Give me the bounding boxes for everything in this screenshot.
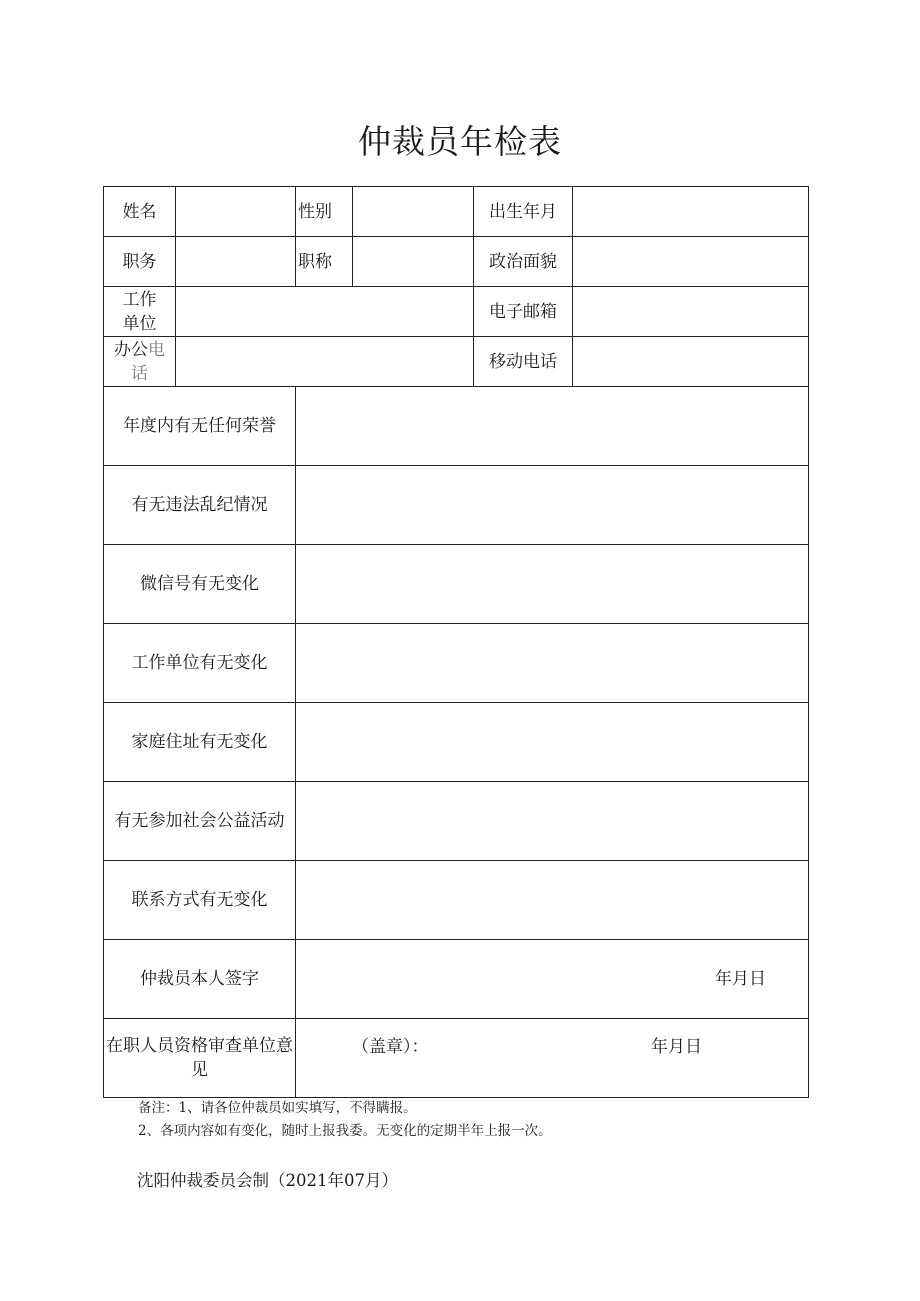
- birth-field[interactable]: [573, 187, 809, 237]
- workplace-change-field[interactable]: [296, 624, 809, 703]
- name-field[interactable]: [176, 187, 296, 237]
- email-field[interactable]: [573, 287, 809, 337]
- form-row-charity: [104, 782, 809, 861]
- note-line-2: 2、各项内容如有变化，随时上报我委。无变化的定期半年上报一次。: [138, 1123, 552, 1139]
- address-change-field[interactable]: [296, 703, 809, 782]
- note-line-1: 备注：1、请各位仲裁员如实填写，不得瞒报。: [138, 1100, 417, 1116]
- signature-label: 仲裁员本人签字: [104, 940, 296, 1019]
- wechat-change-label: 微信号有无变化: [104, 545, 296, 624]
- contact-change-field[interactable]: [296, 861, 809, 940]
- address-change-label: 家庭住址有无变化: [104, 703, 296, 782]
- notes: [138, 1097, 552, 1143]
- office-phone-label: [104, 337, 176, 387]
- office-phone-field[interactable]: [176, 337, 474, 387]
- review-field[interactable]: [296, 1019, 809, 1098]
- form-row-wechat: [104, 545, 809, 624]
- gender-field[interactable]: [353, 187, 474, 237]
- review-date: 年月日: [651, 1037, 702, 1057]
- name-label: 姓名: [104, 187, 176, 237]
- signature-field[interactable]: [296, 940, 809, 1019]
- email-label: 电子邮箱: [474, 287, 573, 337]
- workplace-field[interactable]: [176, 287, 474, 337]
- form-row-name: [104, 187, 809, 237]
- form-row-signature: [104, 940, 809, 1019]
- form-row-address-change: [104, 703, 809, 782]
- politics-label: 政治面貌: [474, 237, 573, 287]
- form-row-position: [104, 237, 809, 287]
- wechat-change-field[interactable]: [296, 545, 809, 624]
- position-label: 职务: [104, 237, 176, 287]
- gender-label: 性别: [296, 187, 353, 237]
- rank-label: 职称: [296, 237, 353, 287]
- page-title: 仲裁员年检表: [358, 122, 562, 161]
- office-phone-text-1: 办公: [114, 339, 148, 360]
- charity-field[interactable]: [296, 782, 809, 861]
- form-row-phone: [104, 337, 809, 387]
- workplace-label-line-2: 单位: [122, 313, 157, 334]
- issuer-footer: 沈阳仲裁委员会制（2021年07月）: [137, 1171, 398, 1190]
- workplace-label-line-1: 工作: [122, 289, 157, 310]
- form-row-honors: [104, 387, 809, 466]
- form-row-workplace-change: [104, 624, 809, 703]
- review-label: 在职人员资格审查单位意见: [104, 1019, 296, 1098]
- signature-date: 年月日: [715, 969, 766, 989]
- violations-label: 有无违法乱纪情况: [104, 466, 296, 545]
- charity-label: 有无参加社会公益活动: [104, 782, 296, 861]
- form-row-workplace: [104, 287, 809, 337]
- office-phone-text-1b: 电: [148, 339, 165, 360]
- office-phone-label-line-2: 话: [131, 363, 148, 384]
- mobile-field[interactable]: [573, 337, 809, 387]
- politics-field[interactable]: [573, 237, 809, 287]
- workplace-label: [104, 287, 176, 337]
- mobile-label: 移动电话: [474, 337, 573, 387]
- inspection-form-table: [103, 186, 809, 1098]
- office-phone-label-line-1: [104, 338, 175, 362]
- form-row-review: [104, 1019, 809, 1098]
- form-row-contact-change: [104, 861, 809, 940]
- seal-label: （盖章）：: [352, 1037, 429, 1057]
- birth-label: 出生年月: [474, 187, 573, 237]
- workplace-change-label: 工作单位有无变化: [104, 624, 296, 703]
- honors-label: 年度内有无任何荣誉: [104, 387, 296, 466]
- honors-field[interactable]: [296, 387, 809, 466]
- form-row-violations: [104, 466, 809, 545]
- violations-field[interactable]: [296, 466, 809, 545]
- contact-change-label: 联系方式有无变化: [104, 861, 296, 940]
- position-field[interactable]: [176, 237, 296, 287]
- rank-field[interactable]: [353, 237, 474, 287]
